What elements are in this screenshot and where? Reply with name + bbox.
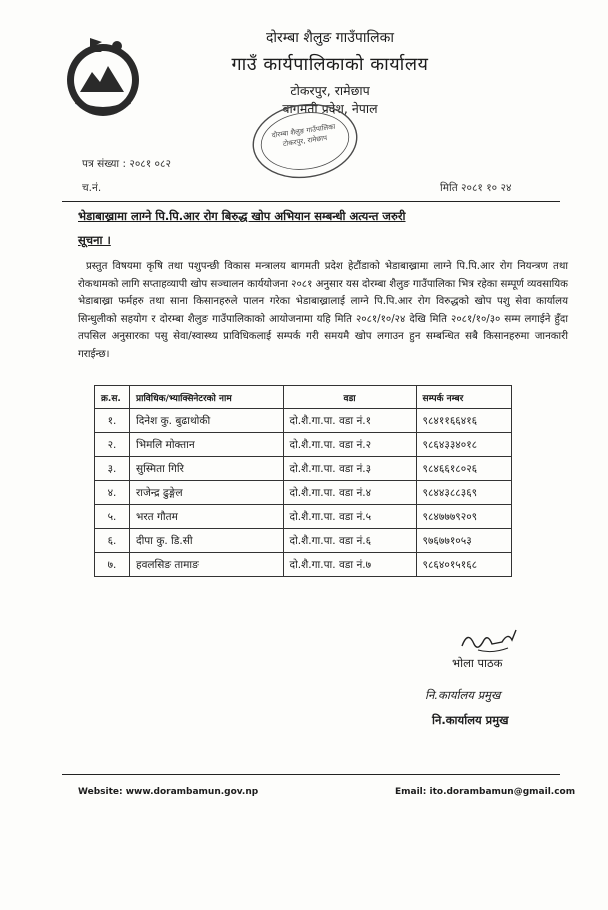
signatory-name: भोला पाठक xyxy=(452,656,503,670)
signatory-title-handwritten: नि.कार्यालय प्रमुख xyxy=(425,688,501,702)
col-ward-header: वडा xyxy=(283,386,416,409)
row-phone: ९८४६६१८०२६ xyxy=(416,457,511,481)
row-sn: ३. xyxy=(95,457,130,481)
table-header-row xyxy=(95,386,512,409)
office-name: गाउँ कार्यपालिकाको कार्यालय xyxy=(231,54,429,75)
table-row xyxy=(95,481,512,505)
address-line-2: बागमती प्रदेश, नेपाल xyxy=(282,101,378,116)
row-name: दीपा कु. डि.सी xyxy=(130,529,284,553)
letter-date xyxy=(440,181,511,195)
row-name: भरत गौतम xyxy=(130,505,284,529)
footer-divider xyxy=(62,774,560,775)
letter-number xyxy=(82,157,171,171)
row-ward: दो.शै.गा.पा. वडा नं.६ xyxy=(283,529,416,553)
vaccinator-table xyxy=(94,385,512,577)
row-name: राजेन्द्र ढुङ्गेल xyxy=(130,481,284,505)
row-phone: ९८४४३८८३६९ xyxy=(416,481,511,505)
row-phone: ९८४७७७९२०९ xyxy=(416,505,511,529)
table-row xyxy=(95,553,512,577)
col-name-header: प्राविधिक/भ्याक्सिनेटरको नाम xyxy=(130,386,284,409)
table-row xyxy=(95,433,512,457)
row-ward: दो.शै.गा.पा. वडा नं.२ xyxy=(283,433,416,457)
date-label: मिति xyxy=(440,182,458,194)
signatory-title: नि.कार्यालय प्रमुख xyxy=(432,713,509,727)
table-row xyxy=(95,457,512,481)
col-sn-header: क्र.स. xyxy=(95,386,130,409)
table-row xyxy=(95,505,512,529)
row-name: दिनेश कु. बुढाथोकी xyxy=(130,409,284,433)
row-name: भिमलि मोक्तान xyxy=(130,433,284,457)
government-emblem xyxy=(62,32,144,120)
date-value: २०८१ १० २४ xyxy=(461,182,512,194)
notice-body: प्रस्तुत विषयमा कृषि तथा पशुपन्छी विकास मन्त्रालय बागमती प्रदेश हेटौंडाको भेडाबाख्रामा लाग्ने पि.पि.आर रोग नियन्त्रण तथा रोकथामको लागि सप्ताहव्यापी खोप सञ्चालन कार्ययोजना २०८१ अनुसार यस दोरम्बा शैलुङ गाउँपालिका भित्र रहेका सम्पूर्ण व्यवसायिक भेडाबाख्रा फर्महरु तथा साना किसानहरुले पालन गरेका भेडाबाख्रालाई लाग्ने पि.पि.आर रोग विरुद्धको खोप पशु सेवा कार्यालय सिन्धुलीको सहयोग र दोरम्बा शैलुङ गाउँपालिकाको आयोजनामा यहि मिति २०८१/१०/२४ देखि मिति २०८१/१०/३० सम्म लगाईने हुँदा तपसिल अनुसारका पसु सेवा/स्वास्थ्य प्राविधिकलाई सम्पर्क गरी समयमै खोप लगाउन हुन सम्बन्धित सबै किसानहरुमा जानकारी गराईन्छ। xyxy=(78,261,568,360)
office-stamp xyxy=(245,95,365,188)
row-ward: दो.शै.गा.पा. वडा नं.३ xyxy=(283,457,416,481)
website: Website: www.dorambamun.gov.np xyxy=(78,787,259,797)
row-ward: दो.शै.गा.पा. वडा नं.५ xyxy=(283,505,416,529)
row-sn: ७. xyxy=(95,553,130,577)
row-phone: ९८६४०१५१६८ xyxy=(416,553,511,577)
address-line-1: टोकरपुर, रामेछाप xyxy=(290,83,370,98)
table-row xyxy=(95,529,512,553)
row-phone: ९८४११६६४१६ xyxy=(416,409,511,433)
stamp-text: दोरम्बा शैलुङ गाउँपालिका टोकरपुर, रामेछाप xyxy=(271,122,336,149)
row-sn: १. xyxy=(95,409,130,433)
row-sn: २. xyxy=(95,433,130,457)
letter-number-label: पत्र संख्या : xyxy=(82,158,127,170)
row-ward: दो.शै.गा.पा. वडा नं.४ xyxy=(283,481,416,505)
row-ward: दो.शै.गा.पा. वडा नं.१ xyxy=(283,409,416,433)
row-phone: ९७६७७१०५३ xyxy=(416,529,511,553)
letter-number-value: २०८१ ०८२ xyxy=(129,158,171,170)
email: Email: ito.dorambamun@gmail.com xyxy=(395,787,576,797)
row-sn: ६. xyxy=(95,529,130,553)
row-sn: ५. xyxy=(95,505,130,529)
handwritten-signature xyxy=(458,626,522,660)
table-row xyxy=(95,409,512,433)
row-sn: ४. xyxy=(95,481,130,505)
row-ward: दो.शै.गा.पा. वडा नं.७ xyxy=(283,553,416,577)
col-phone-header: सम्पर्क नम्बर xyxy=(416,386,511,409)
subject-line-2: सूचना । xyxy=(78,233,111,247)
municipality-name: दोरम्बा शैलुङ गाउँपालिका xyxy=(265,30,395,46)
subject-line-1: भेडाबाख्रामा लाग्ने पि.पि.आर रोग बिरुद्ध खोप अभियान सम्बन्धी अत्यन्त जरुरी xyxy=(78,209,406,223)
row-name: सुस्मिता गिरि xyxy=(130,457,284,481)
row-name: हवलसिङ तामाङ xyxy=(130,553,284,577)
row-phone: ९८६४३३४०१८ xyxy=(416,433,511,457)
header-divider xyxy=(62,201,560,202)
notice-subject xyxy=(78,204,568,252)
dispatch-number: च.नं. xyxy=(82,182,102,194)
